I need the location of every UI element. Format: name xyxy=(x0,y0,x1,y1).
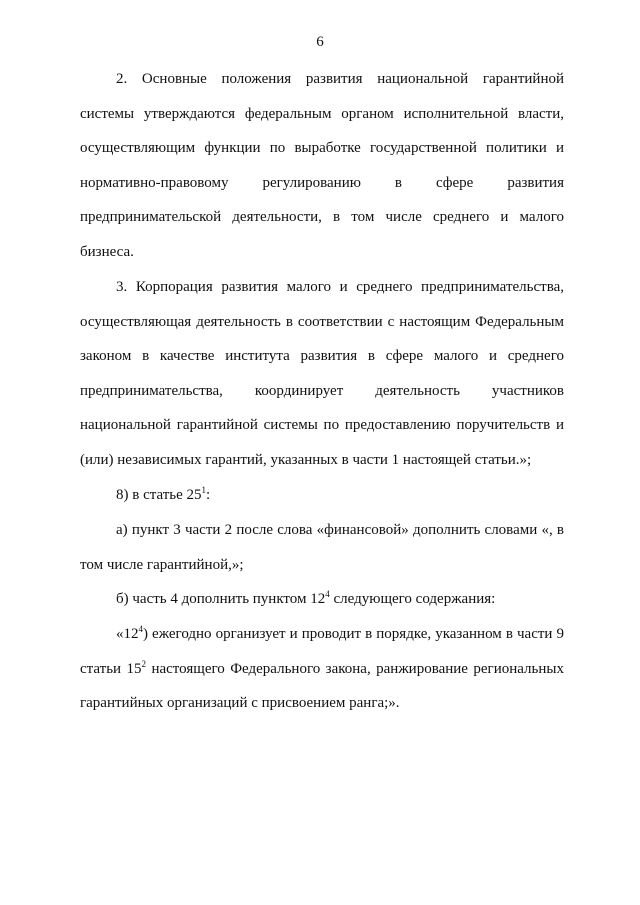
subitem-b-superscript: 4 xyxy=(325,589,330,599)
quoted-item-superscript-1: 4 xyxy=(138,624,143,634)
quoted-item-prefix: «12 xyxy=(116,626,139,642)
paragraph-subitem-a: а) пункт 3 части 2 после слова «финансовой» дополнить словами «, в том числе гарантийной,»; xyxy=(80,522,564,573)
subitem-b-suffix: следующего содержания: xyxy=(329,591,496,607)
paragraph-subitem-b xyxy=(80,582,564,617)
quoted-item-suffix: настоящего Федерального закона, ранжирование региональных гарантийных организаций с присвоением ранга;». xyxy=(80,660,564,711)
paragraph-item-8 xyxy=(80,478,564,513)
paragraph-3: 3. Корпорация развития малого и среднего предпринимательства, осуществляющая деятельность в соответствии с настоящим Федеральным законом в качестве института развития в сфере малого и среднего предпринимательства, координирует деятельность участников национальной гарантийной системы по предоставлению поручительств и (или) независимых гарантий, указанных в части 1 настоящей статьи.»; xyxy=(80,279,564,468)
item-8-suffix: : xyxy=(206,487,211,503)
paragraph-quoted-item xyxy=(80,617,564,721)
item-8-text: 8) в статье 25 xyxy=(116,487,202,503)
quoted-item-superscript-2: 2 xyxy=(141,658,147,669)
item-8-superscript: 1 xyxy=(201,485,207,495)
subitem-b-text: б) часть 4 дополнить пунктом 12 xyxy=(116,591,326,607)
page-number: 6 xyxy=(316,34,324,50)
paragraph-2: 2. Основные положения развития национальной гарантийной системы утверждаются федеральным органом исполнительной власти, осуществляющим функции по выработке государственной политики и нормативно-правовому регулированию в сфере развития предпринимательской деятельности, в том числе среднего и малого бизнеса. xyxy=(80,71,564,260)
quoted-item-middle: ) ежегодно организует и проводит в порядке, указанном в части 9 статьи 15 xyxy=(80,626,564,677)
